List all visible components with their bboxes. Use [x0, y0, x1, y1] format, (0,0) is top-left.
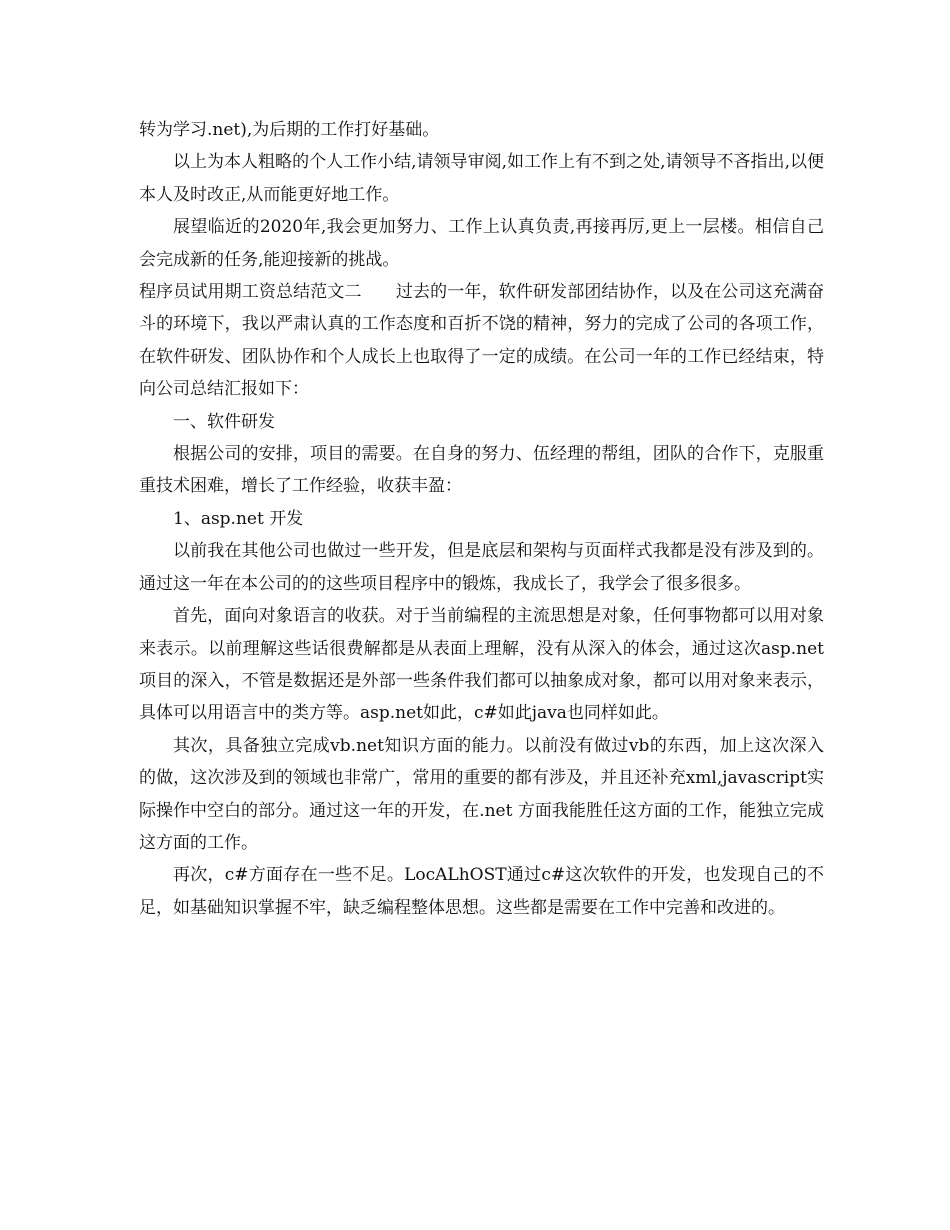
paragraph-5: 根据公司的安排，项目的需要。在自身的努力、伍经理的帮组，团队的合作下，克服重重技术困难，增长了工作经验，收获丰盈： [139, 444, 824, 497]
paragraph-9: 再次，c#方面存在一些不足。LocALhOST通过c#这次软件的开发，也发现自己的不足，如基础知识掌握不牢，缺乏编程整体思想。这些都是需要在工作中完善和改进的。 [139, 865, 824, 918]
paragraph-6: 以前我在其他公司也做过一些开发，但是底层和架构与页面样式我都是没有涉及到的。通过这一年在本公司的的这些项目程序中的锻炼，我成长了，我学会了很多很多。 [139, 541, 824, 594]
heading-aspnet: 1、asp.net 开发 [173, 508, 304, 529]
paragraph-1: 转为学习.net),为后期的工作打好基础。 [139, 120, 440, 140]
paragraph-4-section-title: 程序员试用期工资总结范文二 过去的一年，软件研发部团结协作，以及在公司这充满奋斗的环境下，我以严肃认真的工作态度和百折不饶的精神，努力的完成了公司的各项工作，在软件研发、团队协作和个人成长上也取得了一定的成绩。在公司一年的工作已经结束，特向公司总结汇报如下： [139, 282, 824, 400]
paragraph-2: 以上为本人粗略的个人工作小结,请领导审阅,如工作上有不到之处,请领导不吝指出,以便本人及时改正,从而能更好地工作。 [139, 152, 824, 205]
paragraph-8: 其次，具备独立完成vb.net知识方面的能力。以前没有做过vb的东西，加上这次深入的做，这次涉及到的领域也非常广，常用的重要的都有涉及，并且还补充xml,javascript实际操作中空白的部分。通过这一年的开发，在.net 方面我能胜任这方面的工作，能独立完成这方面的工作。 [139, 735, 824, 853]
heading-software-development: 一、软件研发 [173, 411, 275, 432]
paragraph-7: 首先，面向对象语言的收获。对于当前编程的主流思想是对象，任何事物都可以用对象来表示。以前理解这些话很费解都是从表面上理解，没有从深入的体会，通过这次asp.net项目的深入，不管是数据还是外部一些条件我们都可以抽象成对象，都可以用对象来表示，具体可以用语言中的类方等。asp.net如此，c#如此java也同样如此。 [139, 606, 824, 724]
paragraph-3: 展望临近的2020年,我会更加努力、工作上认真负责,再接再厉,更上一层楼。相信自己会完成新的任务,能迎接新的挑战。 [139, 217, 824, 270]
